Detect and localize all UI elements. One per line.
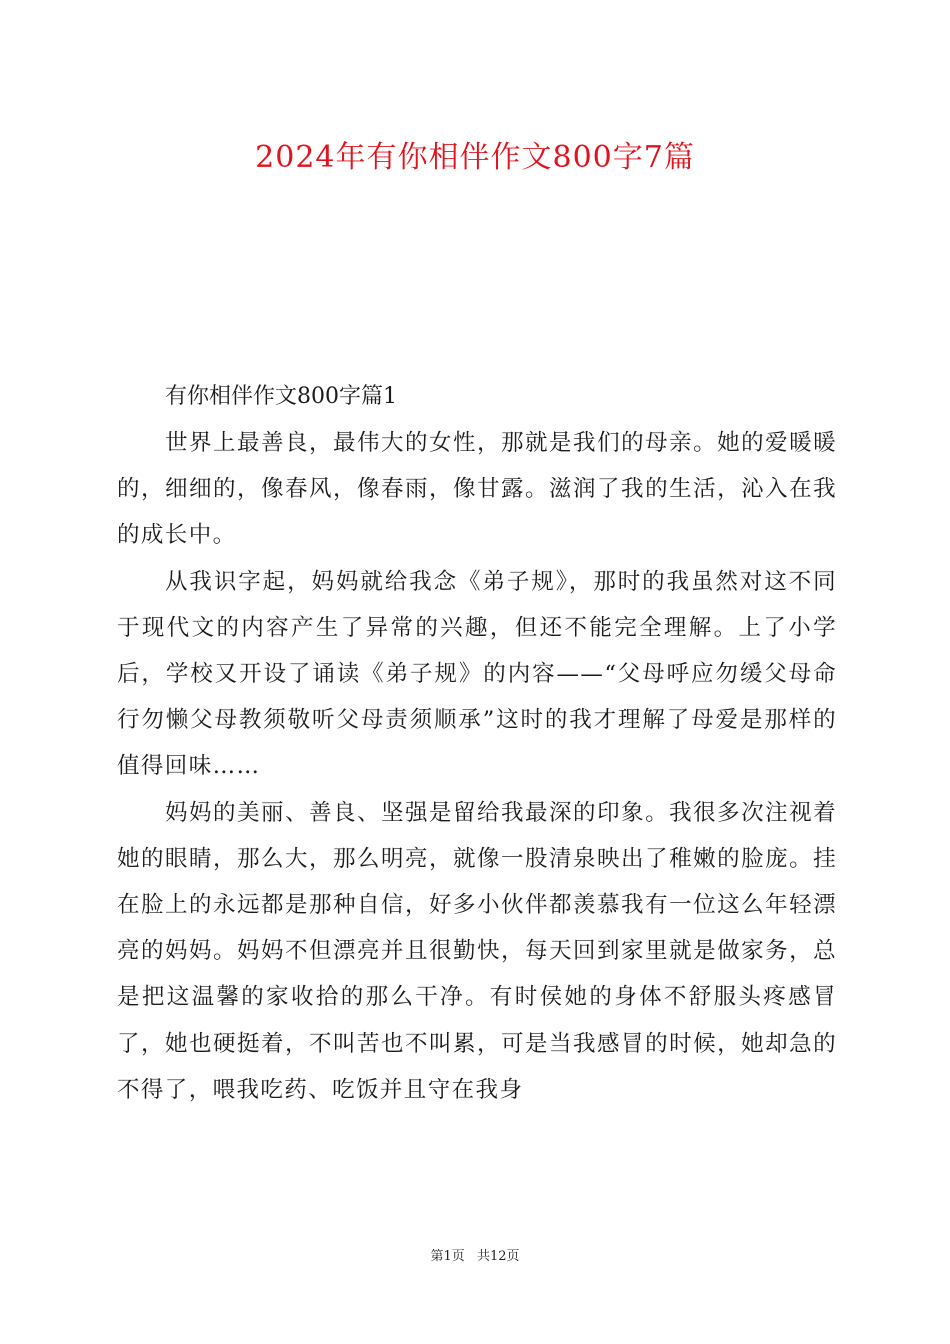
paragraph-3: 妈妈的美丽、善良、坚强是留给我最深的印象。我很多次注视着她的眼睛，那么大，那么明亮，就像一股清泉映出了稚嫩的脸庞。挂在脸上的永远都是那种自信，好多小伙伴都羡慕我有一位这么年轻漂亮的妈妈。妈妈不但漂亮并且很勤快，每天回到家里就是做家务，总是把这温馨的家收拾的那么干净。有时侯她的身体不舒服头疼感冒了，她也硬挺着，不叫苦也不叫累，可是当我感冒的时候，她却急的不得了，喂我吃药、吃饭并且守在我身: [117, 799, 837, 1103]
page-footer: [0, 1245, 950, 1264]
paragraph-2: 从我识字起，妈妈就给我念《弟子规》，那时的我虽然对这不同于现代文的内容产生了异常的兴趣，但还不能完全理解。上了小学后，学校又开设了诵读《弟子规》的内容——“父母呼应勿缓父母命行勿懒父母教须敬听父母责须顺承”这时的我才理解了母爱是那样的值得回味……: [117, 568, 837, 780]
document-title: 2024年有你相伴作文800字7篇: [255, 140, 695, 175]
document-body: [117, 374, 837, 1113]
page-total: 共12页: [476, 1249, 520, 1264]
section-heading: 有你相伴作文800字篇1: [165, 384, 397, 409]
paragraph-1: 世界上最善良，最伟大的女性，那就是我们的母亲。她的爱暖暖的，细细的，像春风，像春雨，像甘露。滋润了我的生活，沁入在我的成长中。: [117, 430, 837, 549]
page-number: 第1页: [430, 1249, 465, 1264]
